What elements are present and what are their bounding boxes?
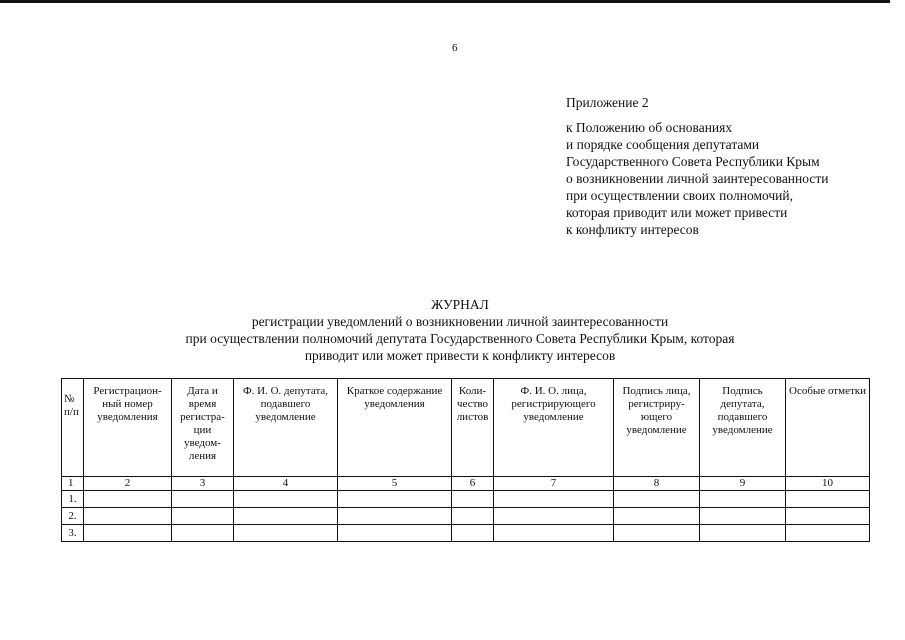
table-header-row (62, 379, 870, 477)
table-cell (614, 508, 700, 525)
header-cell-registration-number: Регистрацион-ный номер уведомления (84, 379, 172, 477)
row-number-cell: 1. (62, 491, 84, 508)
table-cell (338, 491, 452, 508)
header-cell-deputy-name: Ф. И. О. депутата, подавшего уведомление (234, 379, 338, 477)
appendix-line: к Положению об основаниях (566, 120, 733, 135)
table-cell (452, 508, 494, 525)
page-number: 6 (452, 42, 458, 54)
column-number-cell: 5 (338, 477, 452, 491)
table-cell (172, 491, 234, 508)
appendix-line: и порядке сообщения депутатами (566, 137, 760, 152)
table-row (62, 491, 870, 508)
table-cell (172, 508, 234, 525)
table-cell (234, 508, 338, 525)
table-cell (786, 491, 870, 508)
appendix-line: Государственного Совета Республики Крым (566, 154, 820, 169)
table-cell (614, 491, 700, 508)
table-numbering-row (62, 477, 870, 491)
header-cell-registrar-name: Ф. И. О. лица, регистрирующего уведомление (494, 379, 614, 477)
journal-table (61, 378, 870, 542)
header-cell-sheet-count: Коли-чество листов (452, 379, 494, 477)
table-cell (234, 525, 338, 542)
table-cell (786, 508, 870, 525)
journal-title: ЖУРНАЛ (431, 297, 489, 312)
header-cell-special-notes: Особые отметки (786, 379, 870, 477)
journal-subtitle-line: приводит или может привести к конфликту интересов (304, 348, 616, 363)
header-cell-date-time: Дата и время регистра-ции уведом-ления (172, 379, 234, 477)
journal-subtitle-line: при осуществлении полномочий депутата Государственного Совета Республики Крым, которая (185, 331, 735, 346)
table-cell (700, 525, 786, 542)
header-cell-deputy-signature: Подпись депутата, подавшего уведомление (700, 379, 786, 477)
column-number-cell: 6 (452, 477, 494, 491)
appendix-block (566, 94, 828, 238)
column-number-cell: 1 (62, 477, 84, 491)
table-cell (84, 508, 172, 525)
column-number-cell: 4 (234, 477, 338, 491)
table-cell (338, 508, 452, 525)
table-cell (234, 491, 338, 508)
table-cell (172, 525, 234, 542)
column-number-cell: 7 (494, 477, 614, 491)
table-row (62, 525, 870, 542)
table-cell (494, 525, 614, 542)
table-row (62, 508, 870, 525)
appendix-line: о возникновении личной заинтересованности (566, 171, 829, 186)
row-number-cell: 3. (62, 525, 84, 542)
top-border-line (0, 0, 890, 3)
table-cell (84, 491, 172, 508)
table-cell (614, 525, 700, 542)
header-cell-summary: Краткое содержание уведомления (338, 379, 452, 477)
table-cell (452, 525, 494, 542)
column-number-cell: 9 (700, 477, 786, 491)
header-cell-registrar-signature: Подпись лица, регистриру-ющего уведомление (614, 379, 700, 477)
column-number-cell: 3 (172, 477, 234, 491)
table-cell (700, 491, 786, 508)
appendix-line: которая приводит или может привести (566, 205, 788, 220)
journal-title-block (100, 296, 820, 364)
column-number-cell: 8 (614, 477, 700, 491)
appendix-line: при осуществлении своих полномочий, (566, 188, 793, 203)
row-number-cell: 2. (62, 508, 84, 525)
table-cell (786, 525, 870, 542)
table-cell (494, 508, 614, 525)
column-number-cell: 2 (84, 477, 172, 491)
journal-subtitle-line: регистрации уведомлений о возникновении личной заинтересованности (251, 314, 669, 329)
table-cell (494, 491, 614, 508)
table-cell (452, 491, 494, 508)
appendix-line: к конфликту интересов (566, 222, 699, 237)
header-cell-number: № п/п (62, 379, 84, 477)
table-cell (84, 525, 172, 542)
appendix-heading: Приложение 2 (566, 95, 649, 110)
table-cell (700, 508, 786, 525)
table-cell (338, 525, 452, 542)
column-number-cell: 10 (786, 477, 870, 491)
